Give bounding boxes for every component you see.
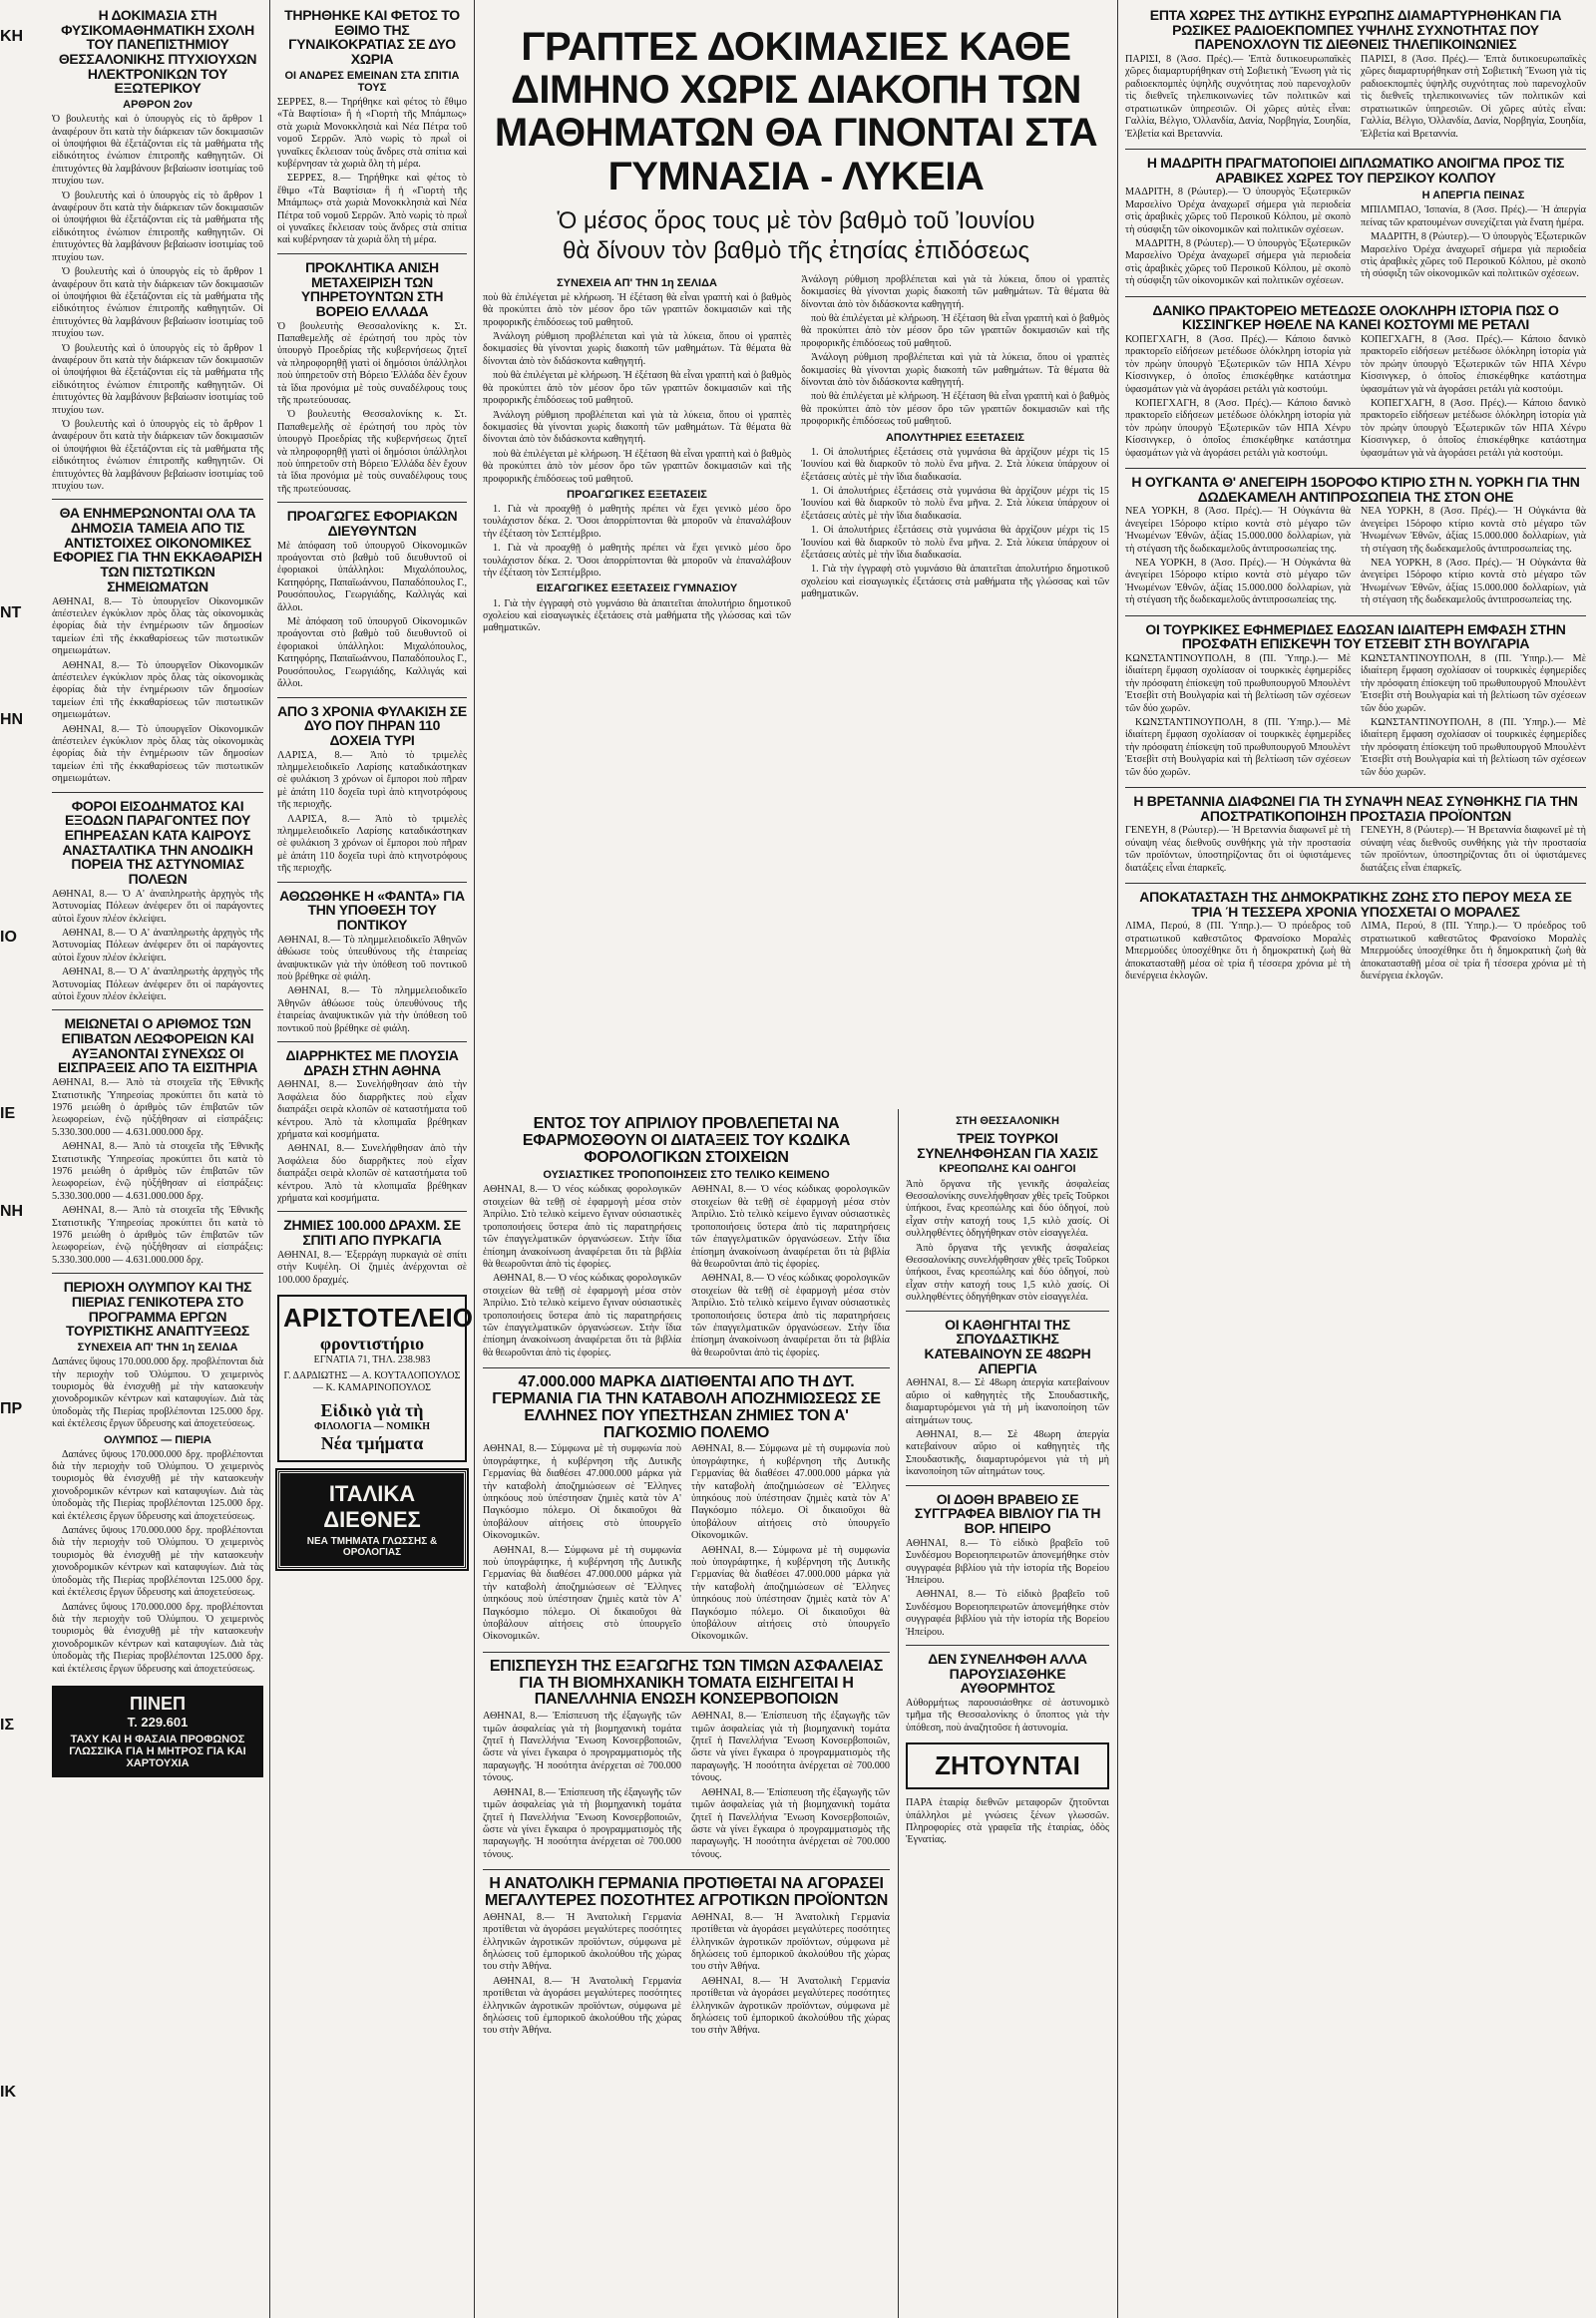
lead-subtitle	[483, 206, 1109, 266]
paragraph: ΑΘΗΝΑΙ, 8.— Τὸ εἰδικὸ βραβεῖο τοῦ Συνδέσμου Βορειοηπειρωτῶν ἀπονεμήθηκε στὸν συγγραφέα βιβλίου γιὰ τὴν ἱστορία τῆς Βορείου Ἠπείρου.	[906, 1589, 1109, 1638]
fragment: ΙΣ	[0, 1717, 15, 1735]
column-rule	[1117, 0, 1118, 2318]
text-column	[691, 1443, 890, 1646]
left-edge-fragments	[0, 0, 50, 2318]
divider	[52, 792, 263, 793]
paragraph: ΑΘΗΝΑΙ, 8.— Ἐπίσπευση τῆς ἐξαγωγῆς τῶν τιμῶν ἀσφαλείας γιὰ τὴ βιομηχανικὴ τομάτα ζητεῖ ἡ Πανελλήνια Ἕνωση Κονσερβοποιῶν, ὥστε νὰ γίνει ἔγκαιρα ὁ προγραμματισμὸς τῆς παραγωγῆς. Ἡ ποσότητα ἀνέρχεται σὲ 700.000 τόνους.	[483, 1786, 681, 1860]
paragraph: ΑΘΗΝΑΙ, 8.— Ὁ νέος κώδικας φορολογικῶν στοιχείων θὰ τεθῇ σὲ ἐφαρμογὴ μέσα στὸν Ἀπρίλιο. Στὸ τελικὸ κείμενο ἔγιναν οὐσιαστικὲς τροποποιήσεις ὕστερα ἀπὸ τὶς παρατηρήσεις τῶν ἐπαγγελματικῶν ὀργανώσεων. Στὴν ἴδια ἐπίσημη ἀνακοίνωση ἀναφέρεται ὅτι τὰ βιβλία θὰ θεωροῦνται ἀπὸ τὶς ἐφορίες.	[483, 1184, 681, 1270]
article-body	[483, 1443, 890, 1646]
paragraph: ΑΘΗΝΑΙ, 8.— Σύμφωνα μὲ τὴ συμφωνία ποὺ ὑπογράφτηκε, ἡ κυβέρνηση τῆς Δυτικῆς Γερμανίας θὰ διαθέσει 47.000.000 μάρκα γιὰ τὴν καταβολὴ ἀποζημιώσεων σὲ Ἕλληνες ὑπηκόους ποὺ ὑπέστησαν ζημιὲς κατὰ τὸν Α' Παγκόσμιο πόλεμο. Οἱ δικαιοῦχοι θὰ ὑποβάλουν αἰτήσεις στὸ ὑπουργεῖο Οἰκονομικῶν.	[691, 1443, 890, 1542]
paragraph: ΑΘΗΝΑΙ, 8.— Ὁ νέος κώδικας φορολογικῶν στοιχείων θὰ τεθῇ σὲ ἐφαρμογὴ μέσα στὸν Ἀπρίλιο. Στὸ τελικὸ κείμενο ἔγιναν οὐσιαστικὲς τροποποιήσεις ὕστερα ἀπὸ τὶς παρατηρήσεις τῶν ἐπαγγελματικῶν ὀργανώσεων. Στὴν ἴδια ἐπίσημη ἀνακοίνωση ἀναφέρεται ὅτι τὰ βιβλία θὰ θεωροῦνται ἀπὸ τὶς ἐφορίες.	[483, 1273, 681, 1358]
article-headline: ΘΑ ΕΝΗΜΕΡΩΝΟΝΤΑΙ ΟΛΑ ΤΑ ΔΗΜΟΣΙΑ ΤΑΜΕΙΑ ΑΠΟ ΤΙΣ ΑΝΤΙΣΤΟΙΧΕΣ ΟΙΚΟΝΟΜΙΚΕΣ ΕΦΟΡΙΕΣ ΓΙΑ ΤΗΝ ΕΚΚΑΘΑΡΙΣΗ ΤΩΝ ΠΙΣΤΩΤΙΚΩΝ ΣΗΜΕΙΩΜΑΤΩΝ	[53, 505, 262, 594]
paragraph: Δαπάνες ὕψους 170.000.000 δρχ. προβλέπονται διὰ τὴν περιοχὴν τοῦ Ὀλύμπου. Ὁ χειμερινὸς τουρισμὸς θὰ ἐνισχυθῇ μὲ τὴν κατασκευὴν χιονοδρομικῶν κέντρων καὶ καταφυγίων. Διὰ τὰς ὑποδομὰς τῆς Πιερίας προβλέπονται 125.000 δρχ. καὶ ἐκτέλεσις ἔργων ὕδρευσης καὶ ἀποχετεύσεως.	[52, 1448, 263, 1522]
paragraph: ΜΑΔΡΙΤΗ, 8 (Ρώυτερ).— Ὁ ὑπουργὸς Ἐξωτερικῶν Μαρσελίνο Ὀρέχα ἀναχωρεῖ σήμερα γιὰ περιοδεία στὶς ἀραβικὲς χῶρες τοῦ Περσικοῦ Κόλπου, μὲ σκοπὸ τὴ σύσφιξη τῶν οἰκονομικῶν καὶ πολιτικῶν σχέσεων.	[1361, 231, 1586, 280]
text-column	[1361, 825, 1586, 877]
ad-phone: Τ. 229.601	[127, 1714, 189, 1730]
article-body	[1125, 54, 1586, 143]
paragraph: ΑΘΗΝΑΙ, 8.— Συνελήφθησαν ἀπὸ τὴν Ἀσφάλεια δύο διαρρῆκτες ποὺ εἶχαν διαπράξει σειρὰ κλοπῶν σὲ καταστήματα τοῦ κέντρου. Ἀπὸ τὰ κλοπιμαῖα βρέθηκαν χρήματα καὶ κοσμήματα.	[277, 1143, 467, 1204]
article-body	[1125, 187, 1586, 289]
article-body	[52, 889, 263, 1004]
divider	[1125, 468, 1586, 469]
paragraph: ΑΘΗΝΑΙ, 8.— Ὁ Α' ἀναπληρωτὴς ἀρχηγὸς τῆς Ἀστυνομίας Πόλεων ἀνέφερεν ὅτι οἱ παράγοντες αὐτοὶ ἔχουν πλέον ἐκλείψει.	[52, 966, 263, 1002]
ad-title: ΖΗΤΟΥΝΤΑΙ	[935, 1750, 1080, 1781]
paragraph: ΚΩΝΣΤΑΝΤΙΝΟΥΠΟΛΗ, 8 (ΠΙ. Ὑπηρ.).— Μὲ ἰδιαίτερη ἔμφαση σχολίασαν οἱ τουρκικὲς ἐφημερίδες τὴν πρόσφατη ἐπίσκεψη τοῦ πρωθυπουργοῦ Μπουλὲντ Ἐτσεβὶτ στὴ Βουλγαρία καὶ τὴ βελτίωση τῶν σχέσεων τῶν δύο χωρῶν.	[1361, 717, 1586, 778]
paragraph: ποὺ θὰ ἐπιλέγεται μὲ κλήρωση. Ἡ ἐξέταση θὰ εἶναι γραπτὴ καὶ ὁ βαθμὸς θὰ προκύπτει ἀπὸ τὸν μέσον ὅρο τῶν γραπτῶν δοκιμασιῶν καὶ τῆς προφορικῆς ἐπιδόσεως τοῦ μαθητοῦ.	[801, 312, 1109, 349]
text-column	[1125, 921, 1351, 984]
ad-new-sections: Νέα τμήματα	[320, 1432, 424, 1453]
lead-subtitle-line: Ὁ μέσος ὅρος τους μὲ τὸν βαθμὸ τοῦ Ἰουνίου	[557, 206, 1035, 234]
divider	[277, 697, 467, 698]
classified-ad	[52, 1686, 263, 1777]
paragraph: ΜΑΔΡΙΤΗ, 8 (Ρώυτερ).— Ὁ ὑπουργὸς Ἐξωτερικῶν Μαρσελίνο Ὀρέχα ἀναχωρεῖ σήμερα γιὰ περιοδεία στὶς ἀραβικὲς χῶρες τοῦ Περσικοῦ Κόλπου, μὲ σκοπὸ τὴ σύσφιξη τῶν οἰκονομικῶν καὶ πολιτικῶν σχέσεων.	[1125, 187, 1351, 235]
paragraph: ΓΕΝΕΥΗ, 8 (Ρώυτερ).— Ἡ Βρεταννία διαφωνεῖ μὲ τὴ σύναψη νέας διεθνοῦς συνθήκης γιὰ τὴν προστασία τῶν προϊόντων, ὑποστηρίζοντας ὅτι οἱ ὑφιστάμενες διατάξεις εἶναι ἐπαρκεῖς.	[1125, 825, 1351, 874]
ad-title: ΠΙΝΕΠ	[129, 1693, 186, 1714]
continuation-label: ΣΥΝΕΧΕΙΑ ΑΠ' ΤΗΝ 1η ΣΕΛΙΔΑ	[557, 276, 717, 289]
article-headline: ΑΠΟΚΑΤΑΣΤΑΣΗ ΤΗΣ ΔΗΜΟΚΡΑΤΙΚΗΣ ΖΩΗΣ ΣΤΟ ΠΕΡΟΥ ΜΕΣΑ ΣΕ ΤΡΙΑ Ή ΤΕΣΣΕΡΑ ΧΡΟΝΙΑ ΥΠΟΣΧΕΤΑΙ Ο ΜΟΡΑΛΕΣ	[1139, 889, 1572, 920]
article-body	[1125, 653, 1586, 781]
paragraph: ΑΘΗΝΑΙ, 8.— Ἀπὸ τὰ στοιχεῖα τῆς Ἐθνικῆς Στατιστικῆς Ὑπηρεσίας προκύπτει ὅτι κατὰ τὸ 1976 μειώθη ὁ ἀριθμὸς τῶν ἐπιβατῶν τῶν λεωφορείων, ἐνῷ ηὐξήθησαν αἱ εἰσπράξεις: 5.330.300.000 — 4.631.000.000 δρχ.	[52, 1077, 263, 1138]
article-body	[483, 1912, 890, 2040]
kicker: ΣΤΗ ΘΕΣΣΑΛΟΝΙΚΗ	[956, 1115, 1059, 1127]
paragraph: ΝΕΑ ΥΟΡΚΗ, 8 (Ἀσσ. Πρές).— Ἡ Οὐγκάντα θὰ ἀνεγείρει 15όροφο κτίριο κοντὰ στὸ μέγαρο τῶν Ἡνωμένων Ἐθνῶν, ἀξίας 15.000.000 δολλαρίων, γιὰ τὴ στέγαση τῆς δωδεκαμελοῦς ἀντιπροσωπείας της.	[1361, 506, 1586, 555]
article-headline: Η ΔΟΚΙΜΑΣΙΑ ΣΤΗ ΦΥΣΙΚΟΜΑΘΗΜΑΤΙΚΗ ΣΧΟΛΗ ΤΟΥ ΠΑΝΕΠΙΣΤΗΜΙΟΥ ΘΕΣΣΑΛΟΝΙΚΗΣ ΠΤΥΧΙΟΥΧΩΝ ΗΛΕΚΤΡΟΝΙΚΩΝ ΤΟΥ ΕΞΩΤΕΡΙΚΟΥ	[58, 7, 257, 97]
paragraph: ΑΘΗΝΑΙ, 8.— Τὸ πλημμελειοδικεῖο Ἀθηνῶν ἀθώωσε τοὺς ὑπευθύνους τῆς ἑταιρείας ἀναψυκτικῶν γιὰ τὴν ὑπόθεση τοῦ ποντικοῦ ποὺ βρέθηκε σὲ φιάλη.	[277, 934, 467, 982]
paragraph: ΜΠΙΛΜΠΑΟ, Ἱσπανία, 8 (Ἀσσ. Πρές).— Ἡ ἀπεργία πείνας τῶν κρατουμένων συνεχίζεται γιὰ ἕνατη ἡμέρα.	[1361, 204, 1586, 228]
text-column	[1125, 54, 1351, 143]
article-body	[52, 1356, 263, 1676]
paragraph: ΑΘΗΝΑΙ, 8.— Τὸ εἰδικὸ βραβεῖο τοῦ Συνδέσμου Βορειοηπειρωτῶν ἀπονεμήθηκε στὸν συγγραφέα βιβλίου γιὰ τὴν ἱστορία τῆς Βορείου Ἠπείρου.	[906, 1537, 1109, 1586]
text-column	[1125, 506, 1351, 608]
paragraph: Ὁ βουλευτὴς καὶ ὁ ὑπουργὸς εἰς τὸ ἄρθρον 1 ἀναφέρουν ὅτι κατὰ τὴν διάρκειαν τῶν δοκιμασιῶν οἱ ὑποψήφιοι θὰ ἐξετάζονται εἰς τὰ μαθήματα τῆς εἰδικότητος ἐνώπιον ἐπιτροπῆς καθηγητῶν. Οἱ ἐπιτυχόντες θὰ λαμβάνουν βεβαίωσιν ἰσοτιμίας τοῦ πτυχίου των.	[52, 114, 263, 188]
text-column	[1361, 54, 1586, 143]
language-school-ad	[277, 1470, 467, 1569]
wanted-ad	[906, 1742, 1109, 1789]
article-headline: Η ΑΝΑΤΟΛΙΚΗ ΓΕΡΜΑΝΙΑ ΠΡΟΤΙΘΕΤΑΙ ΝΑ ΑΓΟΡΑΣΕΙ ΜΕΓΑΛΥΤΕΡΕΣ ΠΟΣΟΤΗΤΕΣ ΑΓΡΟΤΙΚΩΝ ΠΡΟΪΟΝΤΩΝ	[484, 1875, 888, 1909]
article-body	[906, 1179, 1109, 1305]
paragraph: Δαπάνες ὕψους 170.000.000 δρχ. προβλέπονται διὰ τὴν περιοχὴν τοῦ Ὀλύμπου. Ὁ χειμερινὸς τουρισμὸς θὰ ἐνισχυθῇ μὲ τὴν κατασκευὴν χιονοδρομικῶν κέντρων καὶ καταφυγίων. Διὰ τὰς ὑποδομὰς τῆς Πιερίας προβλέπονται 125.000 δρχ. καὶ ἐκτέλεσις ἔργων ὕδρευσης καὶ ἀποχετεύσεως.	[52, 1601, 263, 1675]
text-column	[691, 1184, 890, 1361]
paragraph: ΛΑΡΙΣΑ, 8.— Ἀπὸ τὸ τριμελὲς πλημμελειοδικεῖο Λαρίσης καταδικάστηκαν σὲ φυλάκιση 3 χρόνων οἱ ἔμποροι ποὺ πῆραν μὲ ἀπάτη 110 δοχεῖα τυρὶ ἀπὸ κτηνοτρόφους τῆς περιοχῆς.	[277, 749, 467, 811]
paragraph: ΚΟΠΕΓΧΑΓΗ, 8 (Ἀσσ. Πρές).— Κάποιο δανικὸ πρακτορεῖο εἰδήσεων μετέδωσε ὁλόκληρη ἱστορία γιὰ τὸν πρώην ὑπουργὸ Ἐξωτερικῶν τῶν ΗΠΑ Χένρυ Κίσσινγκερ, ὁ ὁποῖος ἐπισκέφθηκε κατάστημα ὑφασμάτων γιὰ νὰ ἀγοράσει ρετάλι γιὰ κοστούμι.	[1361, 397, 1586, 459]
lead-headline: ΓΡΑΠΤΕΣ ΔΟΚΙΜΑΣΙΕΣ ΚΑΘΕ ΔΙΜΗΝΟ ΧΩΡΙΣ ΔΙΑΚΟΠΗ ΤΩΝ ΜΑΘΗΜΑΤΩΝ ΘΑ ΓΙΝΟΝΤΑΙ ΣΤΑ ΓΥΜΝΑΣΙΑ - ΛΥΚΕΙΑ	[494, 25, 1098, 198]
article-headline: ΕΠΙΣΠΕΥΣΗ ΤΗΣ ΕΞΑΓΩΓΗΣ ΤΩΝ ΤΙΜΩΝ ΑΣΦΑΛΕΙΑΣ ΓΙΑ ΤΗ ΒΙΟΜΗΧΑΝΙΚΗ ΤΟΜΑΤΑ ΕΙΣΗΓΕΙΤΑΙ Η ΠΑΝΕΛΛΗΝΙΑ ΕΝΩΣΗ ΚΟΝΣΕΡΒΟΠΟΙΩΝ	[489, 1657, 884, 1709]
ad-fields: ΦΙΛΟΛΟΓΙΑ — ΝΟΜΙΚΗ	[314, 1420, 430, 1432]
paragraph: ΑΘΗΝΑΙ, 8.— Ὁ Α' ἀναπληρωτὴς ἀρχηγὸς τῆς Ἀστυνομίας Πόλεων ἀνέφερεν ὅτι οἱ παράγοντες αὐτοὶ ἔχουν πλέον ἐκλείψει.	[52, 888, 263, 925]
article-subhead: ΚΡΕΟΠΩΛΗΣ ΚΑΙ ΟΔΗΓΟΙ	[939, 1163, 1076, 1176]
article-headline: ΦΟΡΟΙ ΕΙΣΟΔΗΜΑΤΟΣ ΚΑΙ ΕΞΟΔΩΝ ΠΑΡΑΓΟΝΤΕΣ ΠΟΥ ΕΠΗΡΕΑΣΑΝ ΚΑΤΑ ΚΑΙΡΟΥΣ ΑΝΑΣΤΑΛΤΙΚΑ ΤΗΝ ΑΝΟΔΙΚΗ ΠΟΡΕΙΑ ΤΗΣ ΑΣΤΥΝΟΜΙΑΣ ΠΟΛΕΩΝ	[62, 797, 253, 888]
article-body	[277, 321, 467, 497]
paragraph: Ἀνάλογη ρύθμιση προβλέπεται καὶ γιὰ τὰ λύκεια, ὅπου οἱ γραπτὲς δοκιμασίες θὰ γίνονται χωρὶς διακοπὴ τῶν μαθημάτων. Τὰ θέματα θὰ δίνονται ἀπὸ τὸν διδάσκοντα καθηγητή.	[801, 352, 1109, 388]
text-column	[1361, 921, 1586, 984]
paragraph: ΑΘΗΝΑΙ, 8.— Σύμφωνα μὲ τὴ συμφωνία ποὺ ὑπογράφτηκε, ἡ κυβέρνηση τῆς Δυτικῆς Γερμανίας θὰ διαθέσει 47.000.000 μάρκα γιὰ τὴν καταβολὴ ἀποζημιώσεων σὲ Ἕλληνες ὑπηκόους ποὺ ὑπέστησαν ζημιὲς κατὰ τὸν Α' Παγκόσμιο πόλεμο. Οἱ δικαιοῦχοι θὰ ὑποβάλουν αἰτήσεις στὸ ὑπουργεῖο Οἰκονομικῶν.	[483, 1443, 681, 1542]
article-body	[1125, 334, 1586, 462]
article-headline: ΤΡΕΙΣ ΤΟΥΡΚΟΙ ΣΥΝΕΛΗΦΘΗΣΑΝ ΓΙΑ ΧΑΣΙΣ	[917, 1130, 1098, 1161]
paragraph: ΜΑΔΡΙΤΗ, 8 (Ρώυτερ).— Ὁ ὑπουργὸς Ἐξωτερικῶν Μαρσελίνο Ὀρέχα ἀναχωρεῖ σήμερα γιὰ περιοδεία στὶς ἀραβικὲς χῶρες τοῦ Περσικοῦ Κόλπου, μὲ σκοπὸ τὴ σύσφιξη τῶν οἰκονομικῶν καὶ πολιτικῶν σχέσεων.	[1125, 237, 1351, 287]
ad-names: Γ. ΔΑΡΔΙΩΤΗΣ — Α. ΚΟΥΤΑΛΟΠΟΥΛΟΣ — Κ. ΚΑΜΑΡΙΝΟΠΟΥΛΟΣ	[283, 1369, 461, 1393]
paragraph: ΣΕΡΡΕΣ, 8.— Τηρήθηκε καὶ φέτος τὸ ἔθιμο «Τὰ Βαφτίσια» ἢ ἡ «Γιορτὴ τῆς Μπάμπως» στὰ χωριὰ Μονοκκλησιὰ καὶ Νέα Πέτρα τοῦ νομοῦ Σερρῶν. Ἀπὸ νωρὶς τὸ πρωῒ οἱ γυναῖκες ἔκλεισαν τοὺς ἄνδρες στὰ σπίτια καὶ κυβέρνησαν τὰ χωριὰ ὅλη τὴ μέρα.	[277, 173, 467, 246]
fragment: ΗΝ	[0, 711, 24, 729]
paragraph: ΑΘΗΝΑΙ, 8.— Ἐπίσπευση τῆς ἐξαγωγῆς τῶν τιμῶν ἀσφαλείας γιὰ τὴ βιομηχανικὴ τομάτα ζητεῖ ἡ Πανελλήνια Ἕνωση Κονσερβοποιῶν, ὥστε νὰ γίνει ἔγκαιρα ὁ προγραμματισμὸς τῆς παραγωγῆς. Ἡ ποσότητα ἀνέρχεται σὲ 700.000 τόνους.	[691, 1711, 890, 1784]
paragraph: Δαπάνες ὕψους 170.000.000 δρχ. προβλέπονται διὰ τὴν περιοχὴν τοῦ Ὀλύμπου. Ὁ χειμερινὸς τουρισμὸς θὰ ἐνισχυθῇ μὲ τὴν κατασκευὴν χιονοδρομικῶν κέντρων καὶ καταφυγίων. Διὰ τὰς ὑποδομὰς τῆς Πιερίας προβλέπονται 125.000 δρχ. καὶ ἐκτέλεσις ἔργων ὕδρευσης καὶ ἀποχετεύσεως.	[52, 1525, 263, 1599]
paragraph: 1. Γιὰ νὰ προαχθῇ ὁ μαθητὴς πρέπει νὰ ἔχει γενικὸ μέσο ὅρο τουλάχιστον δέκα. 2. Ὅσοι ἀπορρίπτονται θὰ μποροῦν νὰ ἐπαναλάβουν τὴν ἐξέταση τὸν Σεπτέμβριο.	[483, 504, 791, 540]
fragment: ΙΚ	[0, 2083, 16, 2101]
paragraph: ΑΘΗΝΑΙ, 8.— Ἀπὸ τὰ στοιχεῖα τῆς Ἐθνικῆς Στατιστικῆς Ὑπηρεσίας προκύπτει ὅτι κατὰ τὸ 1976 μειώθη ὁ ἀριθμὸς τῶν ἐπιβατῶν τῶν λεωφορείων, ἐνῷ ηὐξήθησαν αἱ εἰσπράξεις: 5.330.300.000 — 4.631.000.000 δρχ.	[52, 1205, 263, 1266]
ad-line: Εἰδικὸ γιὰ τὴ	[320, 1399, 424, 1420]
paragraph: ΑΘΗΝΑΙ, 8.— Ἡ Ἀνατολικὴ Γερμανία προτίθεται νὰ ἀγοράσει μεγαλύτερες ποσότητες ἑλληνικῶν ἀγροτικῶν προϊόντων, σύμφωνα μὲ δηλώσεις τοῦ ἐμπορικοῦ ἀκολούθου τῆς χώρας του στὴν Ἀθήνα.	[691, 1911, 890, 1973]
ad-title: ΙΤΑΛΙΚΑ ΔΙΕΘΝΕΣ	[323, 1480, 421, 1532]
divider	[277, 253, 467, 254]
column-5	[1125, 0, 1586, 984]
text-column	[1125, 825, 1351, 877]
divider	[52, 1273, 263, 1274]
article-body	[277, 1250, 467, 1287]
divider	[52, 1009, 263, 1010]
paragraph: ΑΘΗΝΑΙ, 8.— Σὲ 48ωρη ἀπεργία κατεβαίνουν αὔριο οἱ καθηγητὲς τῆς Σπουδαστικῆς, διαμαρτυρόμενοι γιὰ τὴ μὴ ἱκανοποίηση τῶν αἰτημάτων τους.	[906, 1377, 1109, 1426]
paragraph: Μὲ ἀπόφαση τοῦ ὑπουργοῦ Οἰκονομικῶν προάγονται στὸ βαθμὸ τοῦ διευθυντοῦ οἱ ἐφοριακοὶ ὑπάλληλοι: Μιχαλόπουλος, Κατηφόρης, Παπαϊωάννου, Παπαδόπουλος Γ., Ρουσόπουλος, Γεωργιάδης, Καλλιγάς καὶ ἄλλοι.	[277, 616, 467, 690]
paragraph: ΑΘΗΝΑΙ, 8.— Ἐπίσπευση τῆς ἐξαγωγῆς τῶν τιμῶν ἀσφαλείας γιὰ τὴ βιομηχανικὴ τομάτα ζητεῖ ἡ Πανελλήνια Ἕνωση Κονσερβοποιῶν, ὥστε νὰ γίνει ἔγκαιρα ὁ προγραμματισμὸς τῆς παραγωγῆς. Ἡ ποσότητα ἀνέρχεται σὲ 700.000 τόνους.	[483, 1711, 681, 1784]
paragraph: Δαπάνες ὕψους 170.000.000 δρχ. προβλέπονται διὰ τὴν περιοχὴν τοῦ Ὀλύμπου. Ὁ χειμερινὸς τουρισμὸς θὰ ἐνισχυθῇ μὲ τὴν κατασκευὴν χιονοδρομικῶν κέντρων καὶ καταφυγίων. Διὰ τὰς ὑποδομὰς τῆς Πιερίας προβλέπονται 125.000 δρχ. καὶ ἐκτέλεσις ἔργων ὕδρευσης καὶ ἀποχετεύσεως.	[52, 1356, 263, 1430]
paragraph: Ἀνάλογη ρύθμιση προβλέπεται καὶ γιὰ τὰ λύκεια, ὅπου οἱ γραπτὲς δοκιμασίες θὰ γίνονται χωρὶς διακοπὴ τῶν μαθημάτων. Τὰ θέματα θὰ δίνονται ἀπὸ τὸν διδάσκοντα καθηγητή.	[801, 273, 1109, 310]
fragment: ΠΡ	[0, 1399, 23, 1417]
paragraph: ΚΟΠΕΓΧΑΓΗ, 8 (Ἀσσ. Πρές).— Κάποιο δανικὸ πρακτορεῖο εἰδήσεων μετέδωσε ὁλόκληρη ἱστορία γιὰ τὸν πρώην ὑπουργὸ Ἐξωτερικῶν τῶν ΗΠΑ Χένρυ Κίσσινγκερ, ὁ ὁποῖος ἐπισκέφθηκε κατάστημα ὑφασμάτων γιὰ νὰ ἀγοράσει ρετάλι γιὰ κοστούμι.	[1125, 397, 1351, 459]
ad-text: ΝΕΑ ΤΜΗΜΑΤΑ ΓΛΩΣΣΗΣ & ΟΡΟΛΟΓΙΑΣ	[306, 1535, 438, 1558]
paragraph: ΓΕΝΕΥΗ, 8 (Ρώυτερ).— Ἡ Βρεταννία διαφωνεῖ μὲ τὴ σύναψη νέας διεθνοῦς συνθήκης γιὰ τὴν προστασία τῶν προϊόντων, ὑποστηρίζοντας ὅτι οἱ ὑφιστάμενες διατάξεις εἶναι ἐπαρκεῖς.	[1361, 825, 1586, 874]
article-headline: ΠΡΟΑΓΩΓΕΣ ΕΦΟΡΙΑΚΩΝ ΔΙΕΥΘΥΝΤΩΝ	[286, 508, 458, 539]
paragraph: ΝΕΑ ΥΟΡΚΗ, 8 (Ἀσσ. Πρές).— Ἡ Οὐγκάντα θὰ ἀνεγείρει 15όροφο κτίριο κοντὰ στὸ μέγαρο τῶν Ἡνωμένων Ἐθνῶν, ἀξίας 15.000.000 δολλαρίων, γιὰ τὴ στέγαση τῆς δωδεκαμελοῦς ἀντιπροσωπείας της.	[1125, 557, 1351, 606]
column-2	[277, 0, 473, 1569]
divider	[1125, 883, 1586, 884]
column-rule	[269, 0, 270, 2318]
article-subhead: Η ΑΠΕΡΓΙΑ ΠΕΙΝΑΣ	[1421, 190, 1525, 202]
paragraph: Ὁ βουλευτὴς Θεσσαλονίκης κ. Στ. Παπαθεμελῆς σὲ ἐρώτησή του πρὸς τὸν ὑπουργὸ Προεδρίας τῆς κυβερνήσεως ζητεῖ νὰ πληροφορηθῇ γιατὶ οἱ δημόσιοι ὑπάλληλοι ποὺ ὑπηρετοῦν στὴ Βόρειο Ἑλλάδα δὲν ἔχουν τὰ ἴδια προνόμια μὲ τοὺς συναδέλφους τους τῆς πρωτεύουσας.	[277, 320, 467, 406]
article-body	[52, 114, 263, 493]
paragraph: ΛΑΡΙΣΑ, 8.— Ἀπὸ τὸ τριμελὲς πλημμελειοδικεῖο Λαρίσης καταδικάστηκαν σὲ φυλάκιση 3 χρόνων οἱ ἔμποροι ποὺ πῆραν μὲ ἀπάτη 110 δοχεῖα τυρὶ ἀπὸ κτηνοτρόφους τῆς περιοχῆς.	[277, 813, 467, 875]
text-column	[1361, 334, 1586, 462]
article-headline: ΟΙ ΔΟΘΗ ΒΡΑΒΕΙΟ ΣΕ ΣΥΓΓΡΑΦΕΑ ΒΙΒΛΙΟΥ ΓΙΑ ΤΗ ΒΟΡ. ΗΠΕΙΡΟ	[914, 1490, 1101, 1536]
article-headline: Η ΜΑΔΡΙΤΗ ΠΡΑΓΜΑΤΟΠΟΙΕΙ ΔΙΠΛΩΜΑΤΙΚΟ ΑΝΟΙΓΜΑ ΠΡΟΣ ΤΙΣ ΑΡΑΒΙΚΕΣ ΧΩΡΕΣ ΤΟΥ ΠΕΡΣΙΚΟΥ ΚΟΛΠΟΥ	[1146, 154, 1565, 186]
paragraph: ΛΙΜΑ, Περού, 8 (ΠΙ. Ὑπηρ.).— Ὁ πρόεδρος τοῦ στρατιωτικοῦ καθεστῶτος Φρανσίσκο Μοραλὲς Μπερμούδες ὑποσχέθηκε ὅτι ἡ δημοκρατικὴ ζωὴ θὰ ἀποκατασταθῇ μέσα σὲ τρία ἢ τέσσερα χρόνια μὲ τὴ διενέργεια ἐκλογῶν.	[1125, 921, 1351, 982]
paragraph: ΑΘΗΝΑΙ, 8.— Ἡ Ἀνατολικὴ Γερμανία προτίθεται νὰ ἀγοράσει μεγαλύτερες ποσότητες ἑλληνικῶν ἀγροτικῶν προϊόντων, σύμφωνα μὲ δηλώσεις τοῦ ἐμπορικοῦ ἀκολούθου τῆς χώρας του στὴν Ἀθήνα.	[483, 1911, 681, 1973]
text-column	[1361, 653, 1586, 781]
article-headline: ΑΘΩΩΘΗΚΕ Η «ΦΑΝΤΑ» ΓΙΑ ΤΗΝ ΥΠΟΘΕΣΗ ΤΟΥ ΠΟΝΤΙΚΟΥ	[279, 887, 465, 933]
article-body	[52, 1077, 263, 1267]
paragraph: ΝΕΑ ΥΟΡΚΗ, 8 (Ἀσσ. Πρές).— Ἡ Οὐγκάντα θὰ ἀνεγείρει 15όροφο κτίριο κοντὰ στὸ μέγαρο τῶν Ἡνωμένων Ἐθνῶν, ἀξίας 15.000.000 δολλαρίων, γιὰ τὴ στέγαση τῆς δωδεκαμελοῦς ἀντιπροσωπείας της.	[1361, 557, 1586, 606]
article-body	[277, 97, 467, 247]
article-headline: ΟΙ ΚΑΘΗΓΗΤΑΙ ΤΗΣ ΣΠΟΥΔΑΣΤΙΚΗΣ ΚΑΤΕΒΑΙΝΟΥΝ ΣΕ 48ΩΡΗ ΑΠΕΡΓΙΑ	[924, 1316, 1091, 1376]
paragraph: ΑΘΗΝΑΙ, 8.— Ἡ Ἀνατολικὴ Γερμανία προτίθεται νὰ ἀγοράσει μεγαλύτερες ποσότητες ἑλληνικῶν ἀγροτικῶν προϊόντων, σύμφωνα μὲ δηλώσεις τοῦ ἐμπορικοῦ ἀκολούθου τῆς χώρας του στὴν Ἀθήνα.	[483, 1975, 681, 2037]
lead-column	[483, 274, 791, 637]
paragraph: ΑΘΗΝΑΙ, 8.— Τὸ ὑπουργεῖον Οἰκονομικῶν ἀπέστειλεν ἐγκύκλιον πρὸς ὅλας τὰς οἰκονομικὰς ἐφορίας διὰ τὴν ἐνημέρωσιν τῶν δημοσίων ταμείων ἐπὶ τῆς ἐκκαθαρίσεως τῶν πιστωτικῶν σημειωμάτων.	[52, 595, 263, 657]
paragraph: ΑΘΗΝΑΙ, 8.— Συνελήφθησαν ἀπὸ τὴν Ἀσφάλεια δύο διαρρῆκτες ποὺ εἶχαν διαπράξει σειρὰ κλοπῶν σὲ καταστήματα τοῦ κέντρου. Ἀπὸ τὰ κλοπιμαῖα βρέθηκαν χρήματα καὶ κοσμήματα.	[277, 1079, 467, 1140]
text-column	[1361, 187, 1586, 289]
article-headline: ΕΝΤΟΣ ΤΟΥ ΑΠΡΙΛΙΟΥ ΠΡΟΒΛΕΠΕΤΑΙ ΝΑ ΕΦΑΡΜΟΣΘΟΥΝ ΟΙ ΔΙΑΤΑΞΕΙΣ ΤΟΥ ΚΩΔΙΚΑ ΦΟΡΟΛΟΓΙΚΩΝ ΣΤΟΙΧΕΙΩΝ	[522, 1115, 851, 1166]
ad-address: ΕΓΝΑΤΙΑ 71, ΤΗΛ. 238.983	[313, 1353, 431, 1365]
divider	[483, 1652, 890, 1653]
paragraph: ποὺ θὰ ἐπιλέγεται μὲ κλήρωση. Ἡ ἐξέταση θὰ εἶναι γραπτὴ καὶ ὁ βαθμὸς θὰ προκύπτει ἀπὸ τὸν μέσον ὅρο τῶν γραπτῶν δοκιμασιῶν καὶ τῆς προφορικῆς ἐπιδόσεως τοῦ μαθητοῦ.	[483, 370, 791, 407]
paragraph: ΑΘΗΝΑΙ, 8.— Σύμφωνα μὲ τὴ συμφωνία ποὺ ὑπογράφτηκε, ἡ κυβέρνηση τῆς Δυτικῆς Γερμανίας θὰ διαθέσει 47.000.000 μάρκα γιὰ τὴν καταβολὴ ἀποζημιώσεων σὲ Ἕλληνες ὑπηκόους ποὺ ὑπέστησαν ζημιὲς κατὰ τὸν Α' Παγκόσμιο πόλεμο. Οἱ δικαιοῦχοι θὰ ὑποβάλουν αἰτήσεις στὸ ὑπουργεῖο Οἰκονομικῶν.	[483, 1544, 681, 1643]
paragraph: ΑΘΗΝΑΙ, 8.— Ἀπὸ τὰ στοιχεῖα τῆς Ἐθνικῆς Στατιστικῆς Ὑπηρεσίας προκύπτει ὅτι κατὰ τὸ 1976 μειώθη ὁ ἀριθμὸς τῶν ἐπιβατῶν τῶν λεωφορείων, ἐνῷ ηὐξήθησαν αἱ εἰσπράξεις: 5.330.300.000 — 4.631.000.000 δρχ.	[52, 1141, 263, 1202]
paragraph: ΣΕΡΡΕΣ, 8.— Τηρήθηκε καὶ φέτος τὸ ἔθιμο «Τὰ Βαφτίσια» ἢ ἡ «Γιορτὴ τῆς Μπάμπως» στὰ χωριὰ Μονοκκλησιὰ καὶ Νέα Πέτρα τοῦ νομοῦ Σερρῶν. Ἀπὸ νωρὶς τὸ πρωῒ οἱ γυναῖκες ἔκλεισαν τοὺς ἄνδρες στὰ σπίτια καὶ κυβέρνησαν τὰ χωριὰ ὅλη τὴ μέρα.	[277, 96, 467, 170]
paragraph: 1. Οἱ ἀπολυτήριες ἐξετάσεις στὰ γυμνάσια θὰ ἀρχίζουν μέχρι τὶς 15 Ἰουνίου καὶ θὰ διαρκοῦν τὸ πολὺ ἕνα μῆνα. 2. Στὰ λύκεια ὑπάρχουν οἱ ἐξετάσεις αὐτὲς μὲ τὴν ἴδια διαδικασία.	[801, 485, 1109, 522]
paragraph: ΑΘΗΝΑΙ, 8.— Ἐξερράγη πυρκαγιὰ σὲ σπίτι στὴν Κυψέλη. Οἱ ζημιὲς ἀνέρχονται σὲ 100.000 δραχμές.	[277, 1249, 467, 1286]
article-body	[1125, 825, 1586, 877]
paragraph: 1. Γιὰ τὴν ἐγγραφὴ στὸ γυμνάσιο θὰ ἀπαιτεῖται ἀπολυτήριο δημοτικοῦ σχολείου καὶ εἰσαγωγικὲς ἐξετάσεις στὰ μαθήματα τῆς γλώσσας καὶ τῶν μαθηματικῶν.	[801, 564, 1109, 600]
paragraph: ΑΘΗΝΑΙ, 8.— Τὸ ὑπουργεῖον Οἰκονομικῶν ἀπέστειλεν ἐγκύκλιον πρὸς ὅλας τὰς οἰκονομικὰς ἐφορίας διὰ τὴν ἐνημέρωσιν τῶν δημοσίων ταμείων ἐπὶ τῆς ἐκκαθαρίσεως τῶν πιστωτικῶν σημειωμάτων.	[52, 723, 263, 785]
paragraph: Ἀπὸ ὄργανα τῆς γενικῆς ἀσφαλείας Θεσσαλονίκης συνελήφθησαν χθὲς τρεῖς Τοῦρκοι ὑπήκοοι, ἕνας κρεοπώλης καὶ δύο ὁδηγοί, ποὺ εἶχαν στὴν κατοχή τους 1,5 κιλὸ χασίς. Οἱ συλληφθέντες ὁδηγήθηκαν στὸν εἰσαγγελέα.	[906, 1178, 1109, 1240]
article-body	[277, 541, 467, 691]
article-headline: ΔΙΑΡΡΗΚΤΕΣ ΜΕ ΠΛΟΥΣΙΑ ΔΡΑΣΗ ΣΤΗΝ ΑΘΗΝΑ	[285, 1046, 459, 1078]
divider	[1125, 296, 1586, 297]
paragraph: ΑΘΗΝΑΙ, 8.— Ἡ Ἀνατολικὴ Γερμανία προτίθεται νὰ ἀγοράσει μεγαλύτερες ποσότητες ἑλληνικῶν ἀγροτικῶν προϊόντων, σύμφωνα μὲ δηλώσεις τοῦ ἐμπορικοῦ ἀκολούθου τῆς χώρας του στὴν Ἀθήνα.	[691, 1975, 890, 2037]
text-column	[483, 1711, 681, 1863]
paragraph: 1. Οἱ ἀπολυτήριες ἐξετάσεις στὰ γυμνάσια θὰ ἀρχίζουν μέχρι τὶς 15 Ἰουνίου καὶ θὰ διαρκοῦν τὸ πολὺ ἕνα μῆνα. 2. Στὰ λύκεια ὑπάρχουν οἱ ἐξετάσεις αὐτὲς μὲ τὴν ἴδια διαδικασία.	[801, 525, 1109, 561]
article-body	[277, 1079, 467, 1205]
divider	[277, 882, 467, 883]
article-body	[483, 1184, 890, 1361]
paragraph: 1. Οἱ ἀπολυτήριες ἐξετάσεις στὰ γυμνάσια θὰ ἀρχίζουν μέχρι τὶς 15 Ἰουνίου καὶ θὰ διαρκοῦν τὸ πολὺ ἕνα μῆνα. 2. Στὰ λύκεια ὑπάρχουν οἱ ἐξετάσεις αὐτὲς μὲ τὴν ἴδια διαδικασία.	[801, 446, 1109, 483]
ad-text: ΤΑΧΥ ΚΑΙ Η ΦΑΣΑΙΑ ΠΡΟΦΩΝΟΣ ΓΛΩΣΣΙΚΑ ΓΙΑ Η ΜΗΤΡΟΣ ΓΙΑ ΚΑΙ ΧΑΡΤΟΥΧΙΑ	[69, 1733, 246, 1769]
divider	[906, 1645, 1109, 1646]
article-body	[1125, 506, 1586, 608]
text-column	[691, 1912, 890, 2040]
middle-narrow-column	[906, 1112, 1109, 1849]
article-body	[1125, 921, 1586, 984]
fragment: ΚΗ	[0, 28, 24, 45]
article-subhead: ΑΡΘΡΟΝ 2ον	[123, 99, 193, 112]
article-subhead: ΟΛΥΜΠΟΣ — ΠΙΕΡΙΑ	[104, 1433, 211, 1446]
paragraph: Ὁ βουλευτὴς καὶ ὁ ὑπουργὸς εἰς τὸ ἄρθρον 1 ἀναφέρουν ὅτι κατὰ τὴν διάρκειαν τῶν δοκιμασιῶν οἱ ὑποψήφιοι θὰ ἐξετάζονται εἰς τὰ μαθήματα τῆς εἰδικότητος ἐνώπιον ἐπιτροπῆς καθηγητῶν. Οἱ ἐπιτυχόντες θὰ λαμβάνουν βεβαίωσιν ἰσοτιμίας τοῦ πτυχίου των.	[52, 342, 263, 416]
paragraph: ΑΘΗΝΑΙ, 8.— Ὁ νέος κώδικας φορολογικῶν στοιχείων θὰ τεθῇ σὲ ἐφαρμογὴ μέσα στὸν Ἀπρίλιο. Στὸ τελικὸ κείμενο ἔγιναν οὐσιαστικὲς τροποποιήσεις ὕστερα ἀπὸ τὶς παρατηρήσεις τῶν ἐπαγγελματικῶν ὀργανώσεων. Στὴν ἴδια ἐπίσημη ἀνακοίνωση ἀναφέρεται ὅτι τὰ βιβλία θὰ θεωροῦνται ἀπὸ τὶς ἐφορίες.	[691, 1273, 890, 1358]
paragraph: Ὁ βουλευτὴς Θεσσαλονίκης κ. Στ. Παπαθεμελῆς σὲ ἐρώτησή του πρὸς τὸν ὑπουργὸ Προεδρίας τῆς κυβερνήσεως ζητεῖ νὰ πληροφορηθῇ γιατὶ οἱ δημόσιοι ὑπάλληλοι ποὺ ὑπηρετοῦν στὴ Βόρειο Ἑλλάδα δὲν ἔχουν τὰ ἴδια προνόμια μὲ τοὺς συναδέλφους τους τῆς πρωτεύουσας.	[277, 409, 467, 495]
paragraph: ΑΘΗΝΑΙ, 8.— Σύμφωνα μὲ τὴ συμφωνία ποὺ ὑπογράφτηκε, ἡ κυβέρνηση τῆς Δυτικῆς Γερμανίας θὰ διαθέσει 47.000.000 μάρκα γιὰ τὴν καταβολὴ ἀποζημιώσεων σὲ Ἕλληνες ὑπηκόους ποὺ ὑπέστησαν ζημιὲς κατὰ τὸν Α' Παγκόσμιο πόλεμο. Οἱ δικαιοῦχοι θὰ ὑποβάλουν αἰτήσεις στὸ ὑπουργεῖο Οἰκονομικῶν.	[691, 1544, 890, 1643]
paragraph: ΑΘΗΝΑΙ, 8.— Ἐπίσπευση τῆς ἐξαγωγῆς τῶν τιμῶν ἀσφαλείας γιὰ τὴ βιομηχανικὴ τομάτα ζητεῖ ἡ Πανελλήνια Ἕνωση Κονσερβοποιῶν, ὥστε νὰ γίνει ἔγκαιρα ὁ προγραμματισμὸς τῆς παραγωγῆς. Ἡ ποσότητα ἀνέρχεται σὲ 700.000 τόνους.	[691, 1786, 890, 1860]
divider	[483, 1367, 890, 1368]
article-headline: ΜΕΙΩΝΕΤΑΙ Ο ΑΡΙΘΜΟΣ ΤΩΝ ΕΠΙΒΑΤΩΝ ΛΕΩΦΟΡΕΙΩΝ ΚΑΙ ΑΥΞΑΝΟΝΤΑΙ ΣΥΝΕΧΩΣ ΟΙ ΕΙΣΠΡΑΞΕΙΣ ΑΠΟ ΤΑ ΕΙΣΙΤΗΡΙΑ	[57, 1015, 258, 1076]
paragraph: ΑΘΗΝΑΙ, 8.— Ὁ νέος κώδικας φορολογικῶν στοιχείων θὰ τεθῇ σὲ ἐφαρμογὴ μέσα στὸν Ἀπρίλιο. Στὸ τελικὸ κείμενο ἔγιναν οὐσιαστικὲς τροποποιήσεις ὕστερα ἀπὸ τὶς παρατηρήσεις τῶν ἐπαγγελματικῶν ὀργανώσεων. Στὴν ἴδια ἐπίσημη ἀνακοίνωση ἀναφέρεται ὅτι τὰ βιβλία θὰ θεωροῦνται ἀπὸ τὶς ἐφορίες.	[691, 1184, 890, 1270]
article-headline: ΑΠΟ 3 ΧΡΟΝΙΑ ΦΥΛΑΚΙΣΗ ΣΕ ΔΥΟ ΠΟΥ ΠΗΡΑΝ 110 ΔΟΧΕΙΑ ΤΥΡΙ	[277, 702, 467, 748]
paragraph: Αὐθορμήτως παρουσιάσθηκε σὲ ἀστυνομικὸ τμῆμα τῆς Θεσσαλονίκης ὁ ὕποπτος γιὰ τὴν ὑπόθεση, ποὺ ἀναζητοῦσε ἡ ἀστυνομία.	[906, 1698, 1109, 1734]
article-headline: ΠΡΟΚΛΗΤΙΚΑ ΑΝΙΣΗ ΜΕΤΑΧΕΙΡΙΣΗ ΤΩΝ ΥΠΗΡΕΤΟΥΝΤΩΝ ΣΤΗ ΒΟΡΕΙΟ ΕΛΛΑΔΑ	[300, 258, 444, 319]
fragment: ΙΕ	[0, 1105, 16, 1123]
paragraph: ποὺ θὰ ἐπιλέγεται μὲ κλήρωση. Ἡ ἐξέταση θὰ εἶναι γραπτὴ καὶ ὁ βαθμὸς θὰ προκύπτει ἀπὸ τὸν μέσον ὅρο τῶν γραπτῶν δοκιμασιῶν καὶ τῆς προφορικῆς ἐπιδόσεως τοῦ μαθητοῦ.	[483, 448, 791, 485]
paragraph: ΛΙΜΑ, Περού, 8 (ΠΙ. Ὑπηρ.).— Ὁ πρόεδρος τοῦ στρατιωτικοῦ καθεστῶτος Φρανσίσκο Μοραλὲς Μπερμούδες ὑποσχέθηκε ὅτι ἡ δημοκρατικὴ ζωὴ θὰ ἀποκατασταθῇ μέσα σὲ τρία ἢ τέσσερα χρόνια μὲ τὴ διενέργεια ἐκλογῶν.	[1361, 921, 1586, 982]
text-column	[1125, 334, 1351, 462]
text-column	[1125, 653, 1351, 781]
article-subhead: ΣΥΝΕΧΕΙΑ ΑΠ' ΤΗΝ 1η ΣΕΛΙΔΑ	[77, 1342, 238, 1353]
article-headline: ΟΙ ΤΟΥΡΚΙΚΕΣ ΕΦΗΜΕΡΙΔΕΣ ΕΔΩΣΑΝ ΙΔΙΑΙΤΕΡΗ ΕΜΦΑΣΗ ΣΤΗΝ ΠΡΟΣΦΑΤΗ ΕΠΙΣΚΕΨΗ ΤΟΥ ΕΤΣΕΒΙΤ ΣΤΗ ΒΟΥΛΓΑΡΙΑ	[1145, 620, 1566, 652]
divider	[1125, 615, 1586, 616]
divider	[277, 502, 467, 503]
divider	[906, 1485, 1109, 1486]
article-headline: ΖΗΜΙΕΣ 100.000 ΔΡΑΧΜ. ΣΕ ΣΠΙΤΙ ΑΠΟ ΠΥΡΚΑΓΙΑ	[283, 1217, 461, 1249]
paragraph: ΝΕΑ ΥΟΡΚΗ, 8 (Ἀσσ. Πρές).— Ἡ Οὐγκάντα θὰ ἀνεγείρει 15όροφο κτίριο κοντὰ στὸ μέγαρο τῶν Ἡνωμένων Ἐθνῶν, ἀξίας 15.000.000 δολλαρίων, γιὰ τὴ στέγαση τῆς δωδεκαμελοῦς ἀντιπροσωπείας της.	[1125, 506, 1351, 555]
paragraph: ΚΩΝΣΤΑΝΤΙΝΟΥΠΟΛΗ, 8 (ΠΙ. Ὑπηρ.).— Μὲ ἰδιαίτερη ἔμφαση σχολίασαν οἱ τουρκικὲς ἐφημερίδες τὴν πρόσφατη ἐπίσκεψη τοῦ πρωθυπουργοῦ Μπουλὲντ Ἐτσεβὶτ στὴ Βουλγαρία καὶ τὴ βελτίωση τῶν σχέσεων τῶν δύο χωρῶν.	[1125, 652, 1351, 714]
article-body	[906, 1698, 1109, 1735]
paragraph: ποὺ θὰ ἐπιλέγεται μὲ κλήρωση. Ἡ ἐξέταση θὰ εἶναι γραπτὴ καὶ ὁ βαθμὸς θὰ προκύπτει ἀπὸ τὸν μέσον ὅρο τῶν γραπτῶν δοκιμασιῶν καὶ τῆς προφορικῆς ἐπιδόσεως τοῦ μαθητοῦ.	[483, 291, 791, 328]
lead-subhead: ΑΠΟΛΥΤΗΡΙΕΣ ΕΞΕΤΑΣΕΙΣ	[885, 431, 1025, 444]
paragraph: Μὲ ἀπόφαση τοῦ ὑπουργοῦ Οἰκονομικῶν προάγονται στὸ βαθμὸ τοῦ διευθυντοῦ οἱ ἐφοριακοὶ ὑπάλληλοι: Μιχαλόπουλος, Κατηφόρης, Παπαϊωάννου, Παπαδόπουλος Γ., Ρουσόπουλος, Γεωργιάδης, Καλλιγάς καὶ ἄλλοι.	[277, 540, 467, 613]
paragraph: ΠΑΡΙΣΙ, 8 (Ἀσσ. Πρές).— Ἑπτὰ δυτικοευρωπαϊκὲς χῶρες διαμαρτυρήθηκαν στὴ Σοβιετικὴ Ἕνωση γιὰ τὶς ραδιοεκπομπὲς ὑψηλῆς συχνότητας ποὺ παρενοχλοῦν τὶς διεθνεῖς τηλεπικοινωνίες τῶν πολιτικῶν καὶ στρατιωτικῶν ὑπηρεσιῶν. Οἱ χῶρες αὐτὲς εἶναι: Γαλλία, Βέλγιο, Ὁλλανδία, Δανία, Νορβηγία, Σουηδία, Ἐλβετία καὶ Βρεταννία.	[1361, 54, 1586, 140]
paragraph: ΑΘΗΝΑΙ, 8.— Τὸ ὑπουργεῖον Οἰκονομικῶν ἀπέστειλεν ἐγκύκλιον πρὸς ὅλας τὰς οἰκονομικὰς ἐφορίας διὰ τὴν ἐνημέρωσιν τῶν δημοσίων ταμείων ἐπὶ τῆς ἐκκαθαρίσεως τῶν πιστωτικῶν σημειωμάτων.	[52, 659, 263, 721]
lead-column	[801, 274, 1109, 637]
ad-title: ΑΡΙΣΤΟΤΕΛΕΙΟ	[283, 1302, 473, 1333]
article-headline: Η ΒΡΕΤΑΝΝΙΑ ΔΙΑΦΩΝΕΙ ΓΙΑ ΤΗ ΣΥΝΑΨΗ ΝΕΑΣ ΣΥΝΘΗΚΗΣ ΓΙΑ ΤΗΝ ΑΠΟΣΤΡΑΤΙΚΟΠΟΙΗΣΗ ΠΡΟΣΤΑΣΙΑ ΠΡΟΪΟΝΤΩΝ	[1133, 793, 1578, 824]
lead-subtitle-line: θὰ δίνουν τὸν βαθμὸ τῆς ἐτησίας ἐπιδόσεως	[562, 236, 1030, 264]
article-headline: ΠΕΡΙΟΧΗ ΟΛΥΜΠΟΥ ΚΑΙ ΤΗΣ ΠΙΕΡΙΑΣ ΓΕΝΙΚΟΤΕΡΑ ΣΤΟ ΠΡΟΓΡΑΜΜΑ ΕΡΓΩΝ ΤΟΥΡΙΣΤΙΚΗΣ ΑΝΑΠΤΥΞΕΩΣ	[63, 1279, 252, 1340]
paragraph: 1. Γιὰ νὰ προαχθῇ ὁ μαθητὴς πρέπει νὰ ἔχει γενικὸ μέσο ὅρο τουλάχιστον δέκα. 2. Ὅσοι ἀπορρίπτονται θὰ μποροῦν νὰ ἐπαναλάβουν τὴν ἐξέταση τὸν Σεπτέμβριο.	[483, 543, 791, 580]
divider	[52, 499, 263, 500]
lead-story	[483, 0, 1109, 637]
article-body	[52, 596, 263, 786]
article-subhead: ΟΥΣΙΑΣΤΙΚΕΣ ΤΡΟΠΟΠΟΙΗΣΕΙΣ ΣΤΟ ΤΕΛΙΚΟ ΚΕΙΜΕΝΟ	[543, 1169, 830, 1182]
text-column	[483, 1912, 681, 2040]
lead-subhead: ΕΙΣΑΓΩΓΙΚΕΣ ΕΞΕΤΑΣΕΙΣ ΓΥΜΝΑΣΙΟΥ	[536, 582, 738, 595]
paragraph: ΚΩΝΣΤΑΝΤΙΝΟΥΠΟΛΗ, 8 (ΠΙ. Ὑπηρ.).— Μὲ ἰδιαίτερη ἔμφαση σχολίασαν οἱ τουρκικὲς ἐφημερίδες τὴν πρόσφατη ἐπίσκεψη τοῦ πρωθυπουργοῦ Μπουλὲντ Ἐτσεβὶτ στὴ Βουλγαρία καὶ τὴ βελτίωση τῶν σχέσεων τῶν δύο χωρῶν.	[1361, 652, 1586, 714]
paragraph: Ἀνάλογη ρύθμιση προβλέπεται καὶ γιὰ τὰ λύκεια, ὅπου οἱ γραπτὲς δοκιμασίες θὰ γίνονται χωρὶς διακοπὴ τῶν μαθημάτων. Τὰ θέματα θὰ δίνονται ἀπὸ τὸν διδάσκοντα καθηγητή.	[483, 409, 791, 446]
fragment: ΝΗ	[0, 1202, 24, 1220]
paragraph: ΠΑΡΑ ἑταιρίᾳ διεθνῶν μεταφορῶν ζητοῦνται ὑπάλληλοι μὲ γνώσεις ξένων γλωσσῶν. Πληροφορίες στὰ γραφεῖα τῆς ἑταιρίας, ὁδὸς Ἐγνατίας.	[906, 1797, 1109, 1846]
article-body	[277, 750, 467, 876]
article-body	[906, 1377, 1109, 1478]
paragraph: ΑΘΗΝΑΙ, 8.— Ὁ Α' ἀναπληρωτὴς ἀρχηγὸς τῆς Ἀστυνομίας Πόλεων ἀνέφερεν ὅτι οἱ παράγοντες αὐτοὶ ἔχουν πλέον ἐκλείψει.	[52, 927, 263, 964]
article-headline: Η ΟΥΓΚΑΝΤΑ Θ' ΑΝΕΓΕΙΡΗ 15ΟΡΟΦΟ ΚΤΙΡΙΟ ΣΤΗ Ν. ΥΟΡΚΗ ΓΙΑ ΤΗΝ ΔΩΔΕΚΑΜΕΛΗ ΑΝΤΙΠΡΟΣΩΠΕΙΑ ΤΗΣ ΣΤΟΝ ΟΗΕ	[1131, 473, 1580, 505]
paragraph: Ἀπὸ ὄργανα τῆς γενικῆς ἀσφαλείας Θεσσαλονίκης συνελήφθησαν χθὲς τρεῖς Τοῦρκοι ὑπήκοοι, ἕνας κρεοπώλης καὶ δύο ὁδηγοί, ποὺ εἶχαν στὴν κατοχή τους 1,5 κιλὸ χασίς. Οἱ συλληφθέντες ὁδηγήθηκαν στὸν εἰσαγγελέα.	[906, 1242, 1109, 1304]
text-column	[691, 1711, 890, 1863]
column-1	[52, 0, 263, 1777]
paragraph: 1. Γιὰ τὴν ἐγγραφὴ στὸ γυμνάσιο θὰ ἀπαιτεῖται ἀπολυτήριο δημοτικοῦ σχολείου καὶ εἰσαγωγικὲς ἐξετάσεις στὰ μαθήματα τῆς γλώσσας καὶ τῶν μαθηματικῶν.	[483, 597, 791, 634]
article-body	[906, 1797, 1109, 1847]
fragment: ΝΤ	[0, 603, 22, 621]
text-column	[1361, 506, 1586, 608]
text-column	[483, 1184, 681, 1361]
paragraph: Ὁ βουλευτὴς καὶ ὁ ὑπουργὸς εἰς τὸ ἄρθρον 1 ἀναφέρουν ὅτι κατὰ τὴν διάρκειαν τῶν δοκιμασιῶν οἱ ὑποψήφιοι θὰ ἐξετάζονται εἰς τὰ μαθήματα τῆς εἰδικότητος ἐνώπιον ἐπιτροπῆς καθηγητῶν. Οἱ ἐπιτυχόντες θὰ λαμβάνουν βεβαίωσιν ἰσοτιμίας τοῦ πτυχίου των.	[52, 266, 263, 340]
middle-lower-left	[483, 1112, 890, 2040]
article-headline: ΤΗΡΗΘΗΚΕ ΚΑΙ ΦΕΤΟΣ ΤΟ ΕΘΙΜΟ ΤΗΣ ΓΥΝΑΙΚΟΚΡΑΤΙΑΣ ΣΕ ΔΥΟ ΧΩΡΙΑ	[284, 7, 460, 68]
paragraph: Ἀνάλογη ρύθμιση προβλέπεται καὶ γιὰ τὰ λύκεια, ὅπου οἱ γραπτὲς δοκιμασίες θὰ γίνονται χωρὶς διακοπὴ τῶν μαθημάτων. Τὰ θέματα θὰ δίνονται ἀπὸ τὸν διδάσκοντα καθηγητή.	[483, 331, 791, 367]
divider	[1125, 149, 1586, 150]
paragraph: Ὁ βουλευτὴς καὶ ὁ ὑπουργὸς εἰς τὸ ἄρθρον 1 ἀναφέρουν ὅτι κατὰ τὴν διάρκειαν τῶν δοκιμασιῶν οἱ ὑποψήφιοι θὰ ἐξετάζονται εἰς τὰ μαθήματα τῆς εἰδικότητος ἐνώπιον ἐπιτροπῆς καθηγητῶν. Οἱ ἐπιτυχόντες θὰ λαμβάνουν βεβαίωσιν ἰσοτιμίας τοῦ πτυχίου των.	[52, 418, 263, 492]
paragraph: ΚΩΝΣΤΑΝΤΙΝΟΥΠΟΛΗ, 8 (ΠΙ. Ὑπηρ.).— Μὲ ἰδιαίτερη ἔμφαση σχολίασαν οἱ τουρκικὲς ἐφημερίδες τὴν πρόσφατη ἐπίσκεψη τοῦ πρωθυπουργοῦ Μπουλὲντ Ἐτσεβὶτ στὴ Βουλγαρία καὶ τὴ βελτίωση τῶν σχέσεων τῶν δύο χωρῶν.	[1125, 717, 1351, 778]
article-headline: ΔΑΝΙΚΟ ΠΡΑΚΤΟΡΕΙΟ ΜΕΤΕΔΩΣΕ ΟΛΟΚΛΗΡΗ ΙΣΤΟΡΙΑ ΠΩΣ Ο ΚΙΣΣΙΝΓΚΕΡ ΗΘΕΛΕ ΝΑ ΚΑΝΕΙ ΚΟΣΤΟΥΜΙ ΜΕ ΡΕΤΑΛΙ	[1152, 301, 1559, 333]
divider	[277, 1211, 467, 1212]
divider	[277, 1041, 467, 1042]
paragraph: ποὺ θὰ ἐπιλέγεται μὲ κλήρωση. Ἡ ἐξέταση θὰ εἶναι γραπτὴ καὶ ὁ βαθμὸς θὰ προκύπτει ἀπὸ τὸν μέσον ὅρο τῶν γραπτῶν δοκιμασιῶν καὶ τῆς προφορικῆς ἐπιδόσεως τοῦ μαθητοῦ.	[801, 391, 1109, 428]
text-column	[483, 1443, 681, 1646]
tutoring-ad	[277, 1295, 473, 1462]
column-rule	[898, 1109, 899, 2318]
divider	[906, 1311, 1109, 1312]
paragraph: Ὁ βουλευτὴς καὶ ὁ ὑπουργὸς εἰς τὸ ἄρθρον 1 ἀναφέρουν ὅτι κατὰ τὴν διάρκειαν τῶν δοκιμασιῶν οἱ ὑποψήφιοι θὰ ἐξετάζονται εἰς τὰ μαθήματα τῆς εἰδικότητος ἐνώπιον ἐπιτροπῆς καθηγητῶν. Οἱ ἐπιτυχόντες θὰ λαμβάνουν βεβαίωσιν ἰσοτιμίας τοῦ πτυχίου των.	[52, 190, 263, 263]
article-headline: ΕΠΤΑ ΧΩΡΕΣ ΤΗΣ ΔΥΤΙΚΗΣ ΕΥΡΩΠΗΣ ΔΙΑΜΑΡΤΥΡΗΘΗΚΑΝ ΓΙΑ ΡΩΣΙΚΕΣ ΡΑΔΙΟΕΚΠΟΜΠΕΣ ΥΨΗΛΗΣ ΣΥΧΝΟΤΗΤΑΣ ΠΟΥ ΠΑΡΕΝΟΧΛΟΥΝ ΤΙΣ ΔΙΕΘΝΕΙΣ ΤΗΛΕΠΙΚΟΙΝΩΝΙΕΣ	[1149, 7, 1562, 53]
divider	[1125, 787, 1586, 788]
article-headline: 47.000.000 ΜΑΡΚΑ ΔΙΑΤΙΘΕΝΤΑΙ ΑΠΟ ΤΗ ΔΥΤ. ΓΕΡΜΑΝΙΑ ΓΙΑ ΤΗΝ ΚΑΤΑΒΟΛΗ ΑΠΟΖΗΜΙΩΣΕΩΣ ΣΕ ΕΛΛΗΝΕΣ ΠΟΥ ΥΠΕΣΤΗΣΑΝ ΖΗΜΙΕΣ ΤΟΝ Α' ΠΑΓΚΟΣΜΙΟ ΠΟΛΕΜΟ	[492, 1373, 881, 1441]
fragment: ΙΟ	[0, 928, 17, 946]
article-headline: ΔΕΝ ΣΥΝΕΛΗΦΘΗ ΑΛΛΑ ΠΑΡΟΥΣΙΑΣΘΗΚΕ ΑΥΘΟΡΜΗΤΟΣ	[928, 1650, 1087, 1697]
paragraph: ΑΘΗΝΑΙ, 8.— Σὲ 48ωρη ἀπεργία κατεβαίνουν αὔριο οἱ καθηγητὲς τῆς Σπουδαστικῆς, διαμαρτυρόμενοι γιὰ τὴ μὴ ἱκανοποίηση τῶν αἰτημάτων τους.	[906, 1429, 1109, 1478]
article-body	[277, 935, 467, 1035]
lead-subhead: ΠΡΟΑΓΩΓΙΚΕΣ ΕΞΕΤΑΣΕΙΣ	[567, 488, 707, 501]
divider	[483, 1869, 890, 1870]
paragraph: ΚΟΠΕΓΧΑΓΗ, 8 (Ἀσσ. Πρές).— Κάποιο δανικὸ πρακτορεῖο εἰδήσεων μετέδωσε ὁλόκληρη ἱστορία γιὰ τὸν πρώην ὑπουργὸ Ἐξωτερικῶν τῶν ΗΠΑ Χένρυ Κίσσινγκερ, ὁ ὁποῖος ἐπισκέφθηκε κατάστημα ὑφασμάτων γιὰ νὰ ἀγοράσει ρετάλι γιὰ κοστούμι.	[1361, 333, 1586, 395]
paragraph: ΚΟΠΕΓΧΑΓΗ, 8 (Ἀσσ. Πρές).— Κάποιο δανικὸ πρακτορεῖο εἰδήσεων μετέδωσε ὁλόκληρη ἱστορία γιὰ τὸν πρώην ὑπουργὸ Ἐξωτερικῶν τῶν ΗΠΑ Χένρυ Κίσσινγκερ, ὁ ὁποῖος ἐπισκέφθηκε κατάστημα ὑφασμάτων γιὰ νὰ ἀγοράσει ρετάλι γιὰ κοστούμι.	[1125, 333, 1351, 395]
lead-body	[483, 274, 1109, 637]
paragraph: ΠΑΡΙΣΙ, 8 (Ἀσσ. Πρές).— Ἑπτὰ δυτικοευρωπαϊκὲς χῶρες διαμαρτυρήθηκαν στὴ Σοβιετικὴ Ἕνωση γιὰ τὶς ραδιοεκπομπὲς ὑψηλῆς συχνότητας ποὺ παρενοχλοῦν τὶς διεθνεῖς τηλεπικοινωνίες τῶν πολιτικῶν καὶ στρατιωτικῶν ὑπηρεσιῶν. Οἱ χῶρες αὐτὲς εἶναι: Γαλλία, Βέλγιο, Ὁλλανδία, Δανία, Νορβηγία, Σουηδία, Ἐλβετία καὶ Βρεταννία.	[1125, 54, 1351, 140]
article-body	[906, 1538, 1109, 1639]
paragraph: ΑΘΗΝΑΙ, 8.— Τὸ πλημμελειοδικεῖο Ἀθηνῶν ἀθώωσε τοὺς ὑπευθύνους τῆς ἑταιρείας ἀναψυκτικῶν γιὰ τὴν ὑπόθεση τοῦ ποντικοῦ ποὺ βρέθηκε σὲ φιάλη.	[277, 985, 467, 1034]
text-column	[1125, 187, 1351, 289]
article-body	[483, 1711, 890, 1863]
ad-subtitle: φροντιστήριο	[319, 1333, 425, 1353]
article-subhead: ΟΙ ΑΝΔΡΕΣ ΕΜΕΙΝΑΝ ΣΤΑ ΣΠΙΤΙΑ ΤΟΥΣ	[284, 69, 460, 94]
column-rule	[474, 0, 475, 2318]
